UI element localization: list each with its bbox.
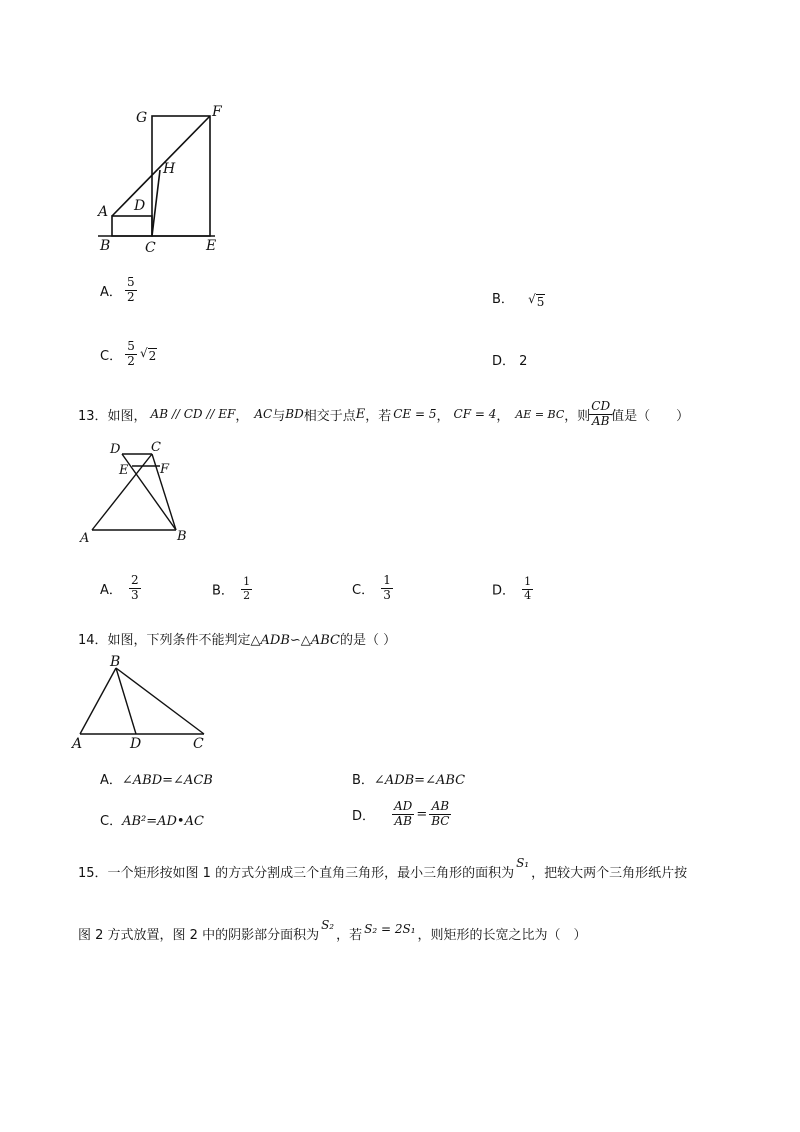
separator: ， [436,408,450,424]
option-value: ∠ADB=∠ABC [373,773,466,788]
option-value: AB²=AD•AC [122,814,204,829]
option-key: C． [100,814,123,829]
text-ze: ，则 [564,408,591,424]
numerator: 1 [383,573,391,587]
q12-option-b [492,288,545,309]
area-condition: S₂ = 2S₁ [364,922,416,936]
condition-ae-bc: AE = BC [515,407,565,421]
square-abcd [112,216,152,236]
numerator: 1 [524,575,532,588]
option-key: D． [352,808,376,824]
label-B: B [177,529,187,544]
denominator: 4 [524,588,532,602]
fraction [126,340,136,369]
numerator: 5 [127,339,135,353]
fraction-ab-bc [430,800,450,829]
option-key: B． [352,773,374,788]
q15-text-a: 15．一个矩形按如图 1 的方式分割成三个直角三角形，最小三角形的面积为 [78,866,515,881]
sqrt-expression [140,346,157,363]
condition-ce: CE = 5 [393,407,437,422]
fraction [130,574,140,603]
denominator: 3 [131,587,139,602]
label-D: D [134,198,146,214]
q13-prefix: 13．如图， [78,408,147,424]
label-E: E [206,238,217,254]
denominator: 2 [127,289,135,304]
q13-option-a [100,574,140,603]
q14-option-a [100,769,213,788]
separator: ， [235,408,249,424]
label-D: D [110,442,121,457]
q15-line1 [78,856,688,881]
text-ruo: ，若 [365,408,392,424]
option-key: C． [100,348,123,364]
numerator: AD [394,799,413,813]
label-D: D [130,736,142,752]
q14-option-b [352,769,465,788]
text-intersect: 相交于点 [303,408,356,424]
fraction [382,574,392,603]
segment-ab [80,668,116,734]
option-key: A． [100,773,122,788]
sqrt-sign: √ [528,292,536,306]
sqrt-expression [528,292,545,309]
option-key: D． [492,583,516,599]
label-A: A [98,204,109,220]
label-A: A [72,736,83,752]
equals-sign: = [416,806,428,822]
radicand: 5 [536,295,545,309]
option-key: A． [100,284,122,300]
q15-text-d: ，若 [336,928,363,943]
q14-figure [66,650,216,752]
fraction [523,576,532,602]
q15-text-b: ，把较大两个三角形纸片按 [531,866,688,881]
q13-option-b [212,576,251,602]
ratio-cd-ab [590,400,611,429]
q14-option-c [100,810,204,829]
sqrt-sign: √ [140,345,148,360]
denominator: AB [591,413,610,428]
label-C: C [193,736,204,752]
option-key: B． [212,583,234,599]
q13-option-c [352,574,392,603]
numerator: AB [431,799,450,813]
denominator: 2 [243,588,251,602]
q12-option-c [100,340,157,369]
segment-bd: BD [285,407,304,422]
parallel-condition: AB // CD // EF [150,407,236,422]
fraction [242,576,251,602]
radicand: 2 [148,348,157,363]
q14-stem [78,629,396,648]
q12-figure [90,100,250,260]
label-C: C [145,240,156,256]
option-key: C． [352,582,375,598]
option-key: B． [492,292,514,307]
q14-option-d [352,800,450,829]
label-G: G [136,110,148,126]
numerator: 1 [243,575,251,588]
label-B: B [110,654,121,670]
line-ch [152,170,160,236]
area-s2: S₂ [321,918,335,932]
option-value: ∠ABD=∠ACB [121,773,213,788]
fraction-ad-ab [393,800,413,829]
fraction [126,276,136,305]
q15-text-c: 图 2 方式放置，图 2 中的阴影部分面积为 [78,928,320,943]
segment-bc [116,668,204,734]
q14-suffix: 的是（ ） [339,633,397,648]
segment-ac: AC [254,407,273,422]
label-H: H [163,161,176,177]
label-A: A [80,531,90,546]
numerator: 5 [127,275,135,289]
label-F: F [160,462,170,477]
option-key: A． [100,582,122,598]
line-af [112,116,210,216]
q12-option-d [492,350,527,369]
label-B: B [100,238,111,254]
separator: ， [496,408,510,424]
q12-option-a [100,276,136,305]
denominator: 3 [383,587,391,602]
numerator: CD [591,399,611,413]
numerator: 2 [131,573,139,587]
condition-cf: CF = 4 [453,407,497,422]
square-cefg [152,116,210,236]
q15-text-e: ，则矩形的长宽之比为（ ） [417,928,587,943]
q15-line2 [78,918,587,943]
option-value: 2 [519,354,528,369]
option-key: D． [492,354,516,369]
segment-bd [116,668,136,734]
text-yu: 与 [272,408,286,424]
label-F: F [212,104,222,120]
denominator: AB [394,813,412,828]
denominator: BC [431,813,450,828]
q13-stem [78,400,689,429]
area-s1: S₁ [516,856,530,870]
label-C: C [151,440,161,455]
label-E: E [119,463,129,478]
q13-suffix: 值是（ ） [611,408,690,424]
point-e: E [355,406,366,422]
q13-figure [76,436,206,548]
q14-prefix: 14．如图，下列条件不能判定△ [78,633,261,648]
q13-option-d [492,576,532,602]
similar-triangles: ADB∽△ABC [260,633,340,648]
denominator: 2 [127,353,135,368]
